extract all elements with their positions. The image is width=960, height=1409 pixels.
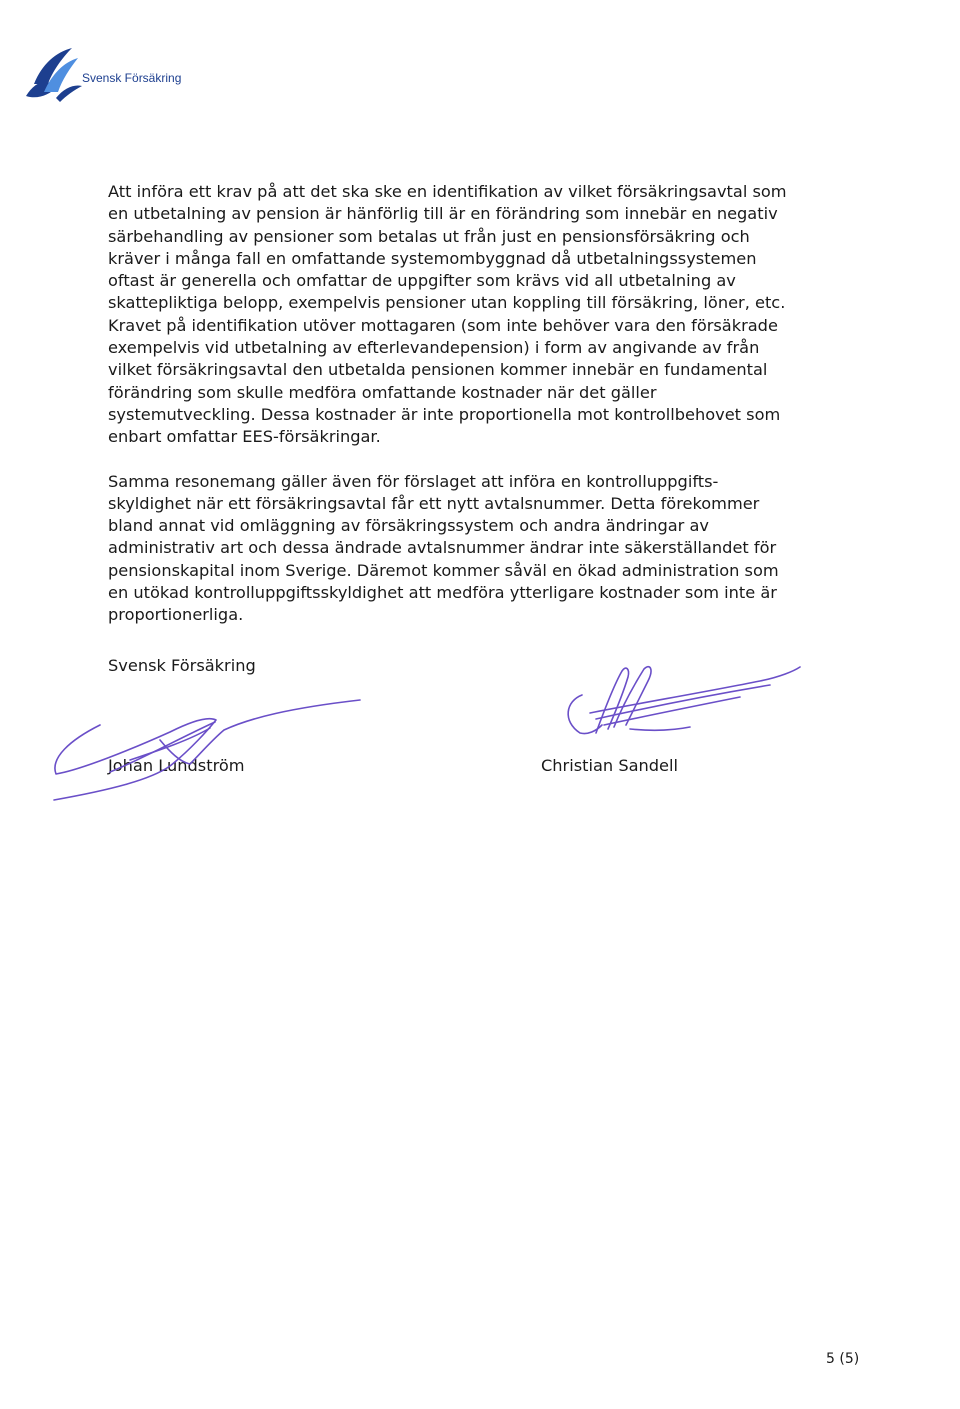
body-paragraph-2: Samma resonemang gäller även för förslaget att införa en kontrolluppgifts- skyldighet när ett försäkringsavtal får ett nytt avtalsnummer. Detta förekommer bland annat vid omläggning av försäkringssystem och andra ändringar av administrativ art och dessa ändrade avtalsnummer ändrar inte säkerställandet för pensionskapital inom Sverige. Däremot kommer såväl en ökad administration som en utökad kontrolluppgiftsskyldighet att medföra ytterligare kostnader som inte är proportionerliga. xyxy=(108,471,779,625)
svensk-forsakring-logo xyxy=(22,44,192,106)
signing-organization: Svensk Försäkring xyxy=(108,656,256,675)
body-paragraph-1: Att införa ett krav på att det ska ske en identifikation av vilket försäkringsavtal som en utbetalning av pension är hänförlig till är en förändring som innebär en negativ särbehandling av pensioner som betalas ut från just en pensionsförsäkring och kräver i många fall en omfattande systemombyggnad då utbetalningssystemen oftast är generella och omfattar de uppgifter som krävs vid all utbetalning av skattepliktiga belopp, exempelvis pensioner utan koppling till försäkring, löner, etc. Kravet på identifikation utöver mottagaren (som inte behöver vara den försäkrade exempelvis vid utbetalning av efterlevandepension) i form av angivande av från vilket försäkringsavtal den utbetalda pensionen kommer innebär en fundamental förändring som skulle medföra omfattande kostnader när det gäller systemutveckling. Dessa kostnader är inte proportionella mot kontrollbehovet som enbart omfattar EES-försäkringar. xyxy=(108,182,787,447)
letter-body xyxy=(108,181,828,627)
logo-wordmark: Svensk Försäkring xyxy=(82,71,182,85)
signature-block xyxy=(108,656,828,816)
signer-name-1: Johan Lundström xyxy=(108,756,245,775)
signer-name-2: Christian Sandell xyxy=(541,756,679,775)
page-number: 5 (5) xyxy=(826,1351,860,1367)
